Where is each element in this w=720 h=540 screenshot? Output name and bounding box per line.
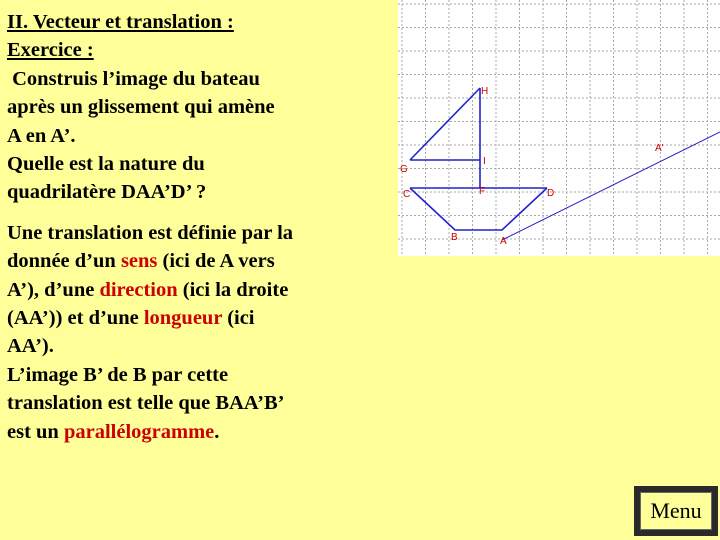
menu-button-label: Menu — [640, 492, 712, 530]
keyword-longueur: longueur — [143, 307, 223, 330]
label-D: D — [547, 188, 555, 199]
line-AA-prime — [502, 132, 720, 240]
label-B: B — [451, 232, 458, 243]
definition-line: AA’). — [7, 335, 54, 358]
exercise-line: Quelle est la nature du — [7, 153, 205, 176]
label-F: F — [479, 186, 486, 197]
label-A: A — [500, 236, 507, 247]
image-statement-line: translation est telle que BAA’B’ — [7, 392, 285, 415]
image-statement-line: est un parallélogramme. — [7, 420, 220, 443]
keyword-direction: direction — [99, 278, 178, 301]
definition-line: Une translation est définie par la — [7, 221, 294, 244]
label-G: G — [400, 164, 408, 175]
section-heading: II. Vecteur et translation : — [7, 11, 234, 33]
menu-button[interactable] — [634, 486, 718, 536]
definition-line: A’), d’une direction (ici la droite — [7, 278, 289, 301]
keyword-sens: sens — [120, 250, 158, 273]
figure-svg — [398, 0, 720, 256]
label-I: I — [483, 156, 486, 167]
text-block — [7, 8, 397, 446]
label-H: H — [481, 86, 489, 97]
label-A-prime: A' — [655, 143, 664, 154]
exercise-line: Construis l’image du bateau — [7, 67, 260, 90]
grid — [398, 0, 720, 256]
boat-sail-edge — [410, 88, 480, 160]
geometry-figure — [398, 0, 720, 256]
exercise-line: après un glissement qui amène — [7, 96, 275, 119]
label-C: C — [403, 189, 411, 200]
exercise-line: quadrilatère DAA’D’ ? — [7, 181, 207, 204]
definition-line: donnée d’un sens (ici de A vers — [7, 250, 275, 273]
exercise-line: A en A’. — [7, 124, 76, 147]
exercise-title: Exercice : — [7, 39, 94, 62]
image-statement-line: L’image B’ de B par cette — [7, 363, 229, 386]
definition-line: (AA’)) et d’une longueur (ici — [7, 307, 255, 330]
keyword-parallelogramme: parallélogramme — [63, 420, 215, 443]
